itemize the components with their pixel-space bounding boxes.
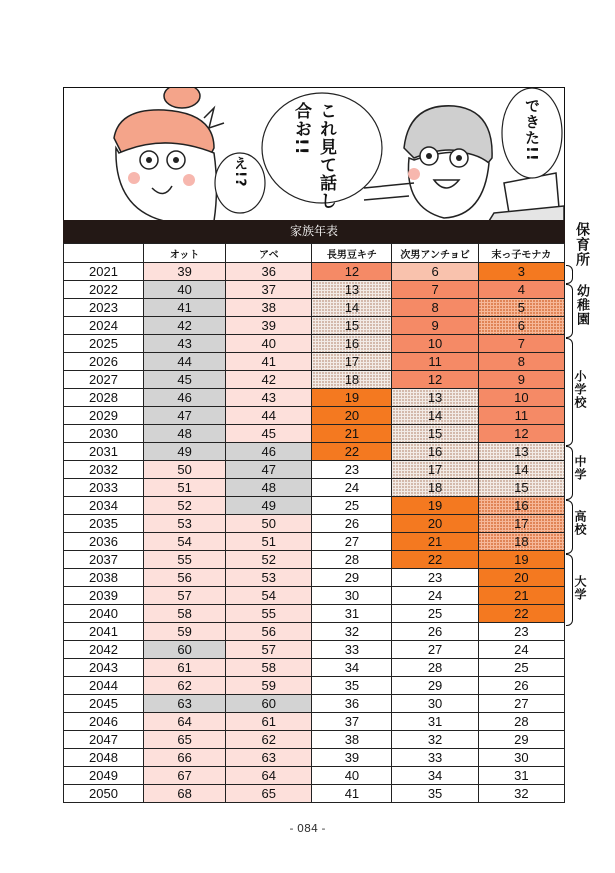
age-cell: 65 (226, 785, 312, 803)
table-row (64, 497, 565, 515)
age-cell: 24 (392, 587, 478, 605)
table-row (64, 551, 565, 569)
age-cell: 39 (312, 749, 392, 767)
age-cell: 59 (144, 623, 226, 641)
table-row (64, 713, 565, 731)
year-cell: 2048 (64, 749, 144, 767)
age-cell: 63 (144, 695, 226, 713)
age-cell: 32 (312, 623, 392, 641)
table-row (64, 317, 565, 335)
family-timeline-table (63, 243, 565, 803)
age-cell: 68 (144, 785, 226, 803)
table-title: 家族年表 (63, 220, 565, 243)
age-cell: 51 (226, 533, 312, 551)
year-cell: 2041 (64, 623, 144, 641)
age-cell: 26 (478, 677, 564, 695)
age-cell: 12 (312, 263, 392, 281)
age-cell: 56 (226, 623, 312, 641)
table-row (64, 479, 565, 497)
age-cell: 14 (478, 461, 564, 479)
column-header: 次男アンチョビ (392, 244, 478, 263)
age-cell: 28 (392, 659, 478, 677)
age-cell: 31 (392, 713, 478, 731)
age-cell: 33 (392, 749, 478, 767)
age-cell: 64 (226, 767, 312, 785)
year-cell: 2022 (64, 281, 144, 299)
man-character (364, 106, 492, 218)
table-row (64, 263, 565, 281)
age-cell: 44 (144, 353, 226, 371)
age-cell: 29 (478, 731, 564, 749)
bubble-right-text: できた!! (523, 98, 541, 162)
age-cell: 55 (226, 605, 312, 623)
age-cell: 9 (478, 371, 564, 389)
age-cell: 8 (478, 353, 564, 371)
age-cell: 52 (144, 497, 226, 515)
age-cell: 63 (226, 749, 312, 767)
year-cell: 2033 (64, 479, 144, 497)
column-header: アベ (226, 244, 312, 263)
age-cell: 37 (226, 281, 312, 299)
age-cell: 59 (226, 677, 312, 695)
age-cell: 27 (312, 533, 392, 551)
age-cell: 35 (392, 785, 478, 803)
age-cell: 45 (144, 371, 226, 389)
table-row (64, 731, 565, 749)
age-cell: 13 (392, 389, 478, 407)
age-cell: 20 (312, 407, 392, 425)
age-cell: 32 (478, 785, 564, 803)
age-cell: 18 (478, 533, 564, 551)
table-row (64, 749, 565, 767)
age-cell: 16 (312, 335, 392, 353)
age-cell: 40 (144, 281, 226, 299)
age-cell: 25 (392, 605, 478, 623)
age-cell: 28 (312, 551, 392, 569)
table-row (64, 767, 565, 785)
age-cell: 23 (392, 569, 478, 587)
age-cell: 35 (312, 677, 392, 695)
age-cell: 46 (226, 443, 312, 461)
age-cell: 58 (226, 659, 312, 677)
column-header (64, 244, 144, 263)
age-cell: 53 (226, 569, 312, 587)
year-cell: 2045 (64, 695, 144, 713)
age-cell: 47 (226, 461, 312, 479)
year-cell: 2039 (64, 587, 144, 605)
column-header: 長男豆キチ (312, 244, 392, 263)
age-cell: 34 (312, 659, 392, 677)
age-cell: 24 (478, 641, 564, 659)
age-cell: 21 (312, 425, 392, 443)
age-cell: 62 (226, 731, 312, 749)
age-cell: 7 (478, 335, 564, 353)
age-cell: 43 (144, 335, 226, 353)
age-cell: 9 (392, 317, 478, 335)
age-cell: 66 (144, 749, 226, 767)
age-cell: 19 (392, 497, 478, 515)
table-row (64, 605, 565, 623)
table-row (64, 515, 565, 533)
age-cell: 65 (144, 731, 226, 749)
age-cell: 34 (392, 767, 478, 785)
age-cell: 26 (392, 623, 478, 641)
age-cell: 25 (478, 659, 564, 677)
age-cell: 48 (144, 425, 226, 443)
age-cell: 5 (478, 299, 564, 317)
age-cell: 42 (226, 371, 312, 389)
age-cell: 41 (312, 785, 392, 803)
age-cell: 15 (392, 425, 478, 443)
age-cell: 52 (226, 551, 312, 569)
year-cell: 2046 (64, 713, 144, 731)
age-cell: 40 (312, 767, 392, 785)
table-row (64, 425, 565, 443)
table-row (64, 533, 565, 551)
table-row (64, 443, 565, 461)
age-cell: 44 (226, 407, 312, 425)
age-cell: 18 (392, 479, 478, 497)
age-cell: 18 (312, 371, 392, 389)
age-cell: 22 (312, 443, 392, 461)
age-cell: 4 (478, 281, 564, 299)
age-cell: 25 (312, 497, 392, 515)
age-cell: 43 (226, 389, 312, 407)
age-cell: 51 (144, 479, 226, 497)
age-cell: 31 (478, 767, 564, 785)
age-cell: 27 (478, 695, 564, 713)
table-row (64, 659, 565, 677)
age-cell: 54 (226, 587, 312, 605)
side-label-daigaku: 大学 (573, 575, 587, 601)
age-cell: 13 (312, 281, 392, 299)
age-cell: 62 (144, 677, 226, 695)
year-cell: 2034 (64, 497, 144, 515)
year-cell: 2042 (64, 641, 144, 659)
year-cell: 2049 (64, 767, 144, 785)
table-row (64, 281, 565, 299)
table-row (64, 641, 565, 659)
year-cell: 2036 (64, 533, 144, 551)
table-row (64, 695, 565, 713)
year-cell: 2031 (64, 443, 144, 461)
year-cell: 2050 (64, 785, 144, 803)
age-cell: 36 (226, 263, 312, 281)
brace-hoikusho (566, 265, 573, 284)
age-cell: 26 (312, 515, 392, 533)
age-cell: 6 (392, 263, 478, 281)
column-header: オット (144, 244, 226, 263)
page-number: - 084 - (289, 822, 326, 835)
age-cell: 6 (478, 317, 564, 335)
year-cell: 2027 (64, 371, 144, 389)
age-cell: 38 (312, 731, 392, 749)
side-label-chuugaku: 中学 (573, 455, 587, 481)
year-cell: 2021 (64, 263, 144, 281)
year-cell: 2030 (64, 425, 144, 443)
year-cell: 2026 (64, 353, 144, 371)
age-cell: 39 (226, 317, 312, 335)
age-cell: 64 (144, 713, 226, 731)
age-cell: 41 (226, 353, 312, 371)
age-cell: 10 (392, 335, 478, 353)
year-cell: 2023 (64, 299, 144, 317)
age-cell: 17 (478, 515, 564, 533)
comic-panel (63, 87, 565, 221)
age-cell: 28 (478, 713, 564, 731)
age-cell: 21 (478, 587, 564, 605)
woman-character (114, 88, 217, 221)
age-cell: 33 (312, 641, 392, 659)
table-row (64, 461, 565, 479)
bubble-left-text: え!? (232, 156, 248, 188)
age-cell: 40 (226, 335, 312, 353)
age-cell: 60 (226, 695, 312, 713)
age-cell: 30 (312, 587, 392, 605)
table-row (64, 335, 565, 353)
age-cell: 15 (478, 479, 564, 497)
table-row (64, 623, 565, 641)
age-cell: 50 (144, 461, 226, 479)
table-row (64, 785, 565, 803)
age-cell: 11 (392, 353, 478, 371)
header-row (64, 244, 565, 263)
table-row (64, 371, 565, 389)
age-cell: 11 (478, 407, 564, 425)
age-cell: 47 (144, 407, 226, 425)
year-cell: 2029 (64, 407, 144, 425)
age-cell: 8 (392, 299, 478, 317)
age-cell: 12 (392, 371, 478, 389)
year-cell: 2047 (64, 731, 144, 749)
year-cell: 2040 (64, 605, 144, 623)
age-cell: 29 (392, 677, 478, 695)
age-cell: 27 (392, 641, 478, 659)
table-row (64, 677, 565, 695)
age-cell: 36 (312, 695, 392, 713)
age-cell: 41 (144, 299, 226, 317)
year-cell: 2038 (64, 569, 144, 587)
age-cell: 14 (312, 299, 392, 317)
year-cell: 2044 (64, 677, 144, 695)
age-cell: 48 (226, 479, 312, 497)
age-cell: 30 (478, 749, 564, 767)
age-cell: 38 (226, 299, 312, 317)
age-cell: 39 (144, 263, 226, 281)
age-cell: 21 (392, 533, 478, 551)
age-cell: 53 (144, 515, 226, 533)
age-cell: 42 (144, 317, 226, 335)
year-cell: 2024 (64, 317, 144, 335)
age-cell: 16 (392, 443, 478, 461)
age-cell: 22 (478, 605, 564, 623)
age-cell: 22 (392, 551, 478, 569)
table-row (64, 569, 565, 587)
age-cell: 13 (478, 443, 564, 461)
column-header: 末っ子モナカ (478, 244, 564, 263)
age-cell: 23 (478, 623, 564, 641)
year-cell: 2025 (64, 335, 144, 353)
side-label-youchien: 幼稚園 (574, 284, 589, 326)
age-cell: 3 (478, 263, 564, 281)
age-cell: 12 (478, 425, 564, 443)
side-label-koukou: 高校 (573, 510, 587, 536)
age-cell: 56 (144, 569, 226, 587)
side-label-shougakkou: 小学校 (573, 370, 587, 409)
age-cell: 15 (312, 317, 392, 335)
age-cell: 19 (312, 389, 392, 407)
year-cell: 2037 (64, 551, 144, 569)
table-row (64, 353, 565, 371)
age-cell: 32 (392, 731, 478, 749)
age-cell: 10 (478, 389, 564, 407)
year-cell: 2032 (64, 461, 144, 479)
age-cell: 20 (392, 515, 478, 533)
table-row (64, 389, 565, 407)
age-cell: 60 (144, 641, 226, 659)
age-cell: 17 (312, 353, 392, 371)
age-cell: 20 (478, 569, 564, 587)
side-label-hoikusho: 保育所 (574, 222, 590, 267)
age-cell: 23 (312, 461, 392, 479)
age-cell: 45 (226, 425, 312, 443)
age-cell: 14 (392, 407, 478, 425)
age-cell: 57 (144, 587, 226, 605)
age-cell: 46 (144, 389, 226, 407)
age-cell: 24 (312, 479, 392, 497)
age-cell: 61 (226, 713, 312, 731)
age-cell: 19 (478, 551, 564, 569)
year-cell: 2035 (64, 515, 144, 533)
age-cell: 49 (144, 443, 226, 461)
age-cell: 67 (144, 767, 226, 785)
age-cell: 49 (226, 497, 312, 515)
age-cell: 61 (144, 659, 226, 677)
table-row (64, 407, 565, 425)
age-cell: 50 (226, 515, 312, 533)
age-cell: 55 (144, 551, 226, 569)
laptop-icon (489, 173, 564, 221)
age-cell: 58 (144, 605, 226, 623)
age-cell: 37 (312, 713, 392, 731)
year-cell: 2028 (64, 389, 144, 407)
table-row (64, 587, 565, 605)
age-cell: 16 (478, 497, 564, 515)
table-row (64, 299, 565, 317)
age-cell: 7 (392, 281, 478, 299)
age-cell: 54 (144, 533, 226, 551)
age-cell: 31 (312, 605, 392, 623)
bubble-center-text: これ見て話し合お!! (291, 102, 336, 210)
year-cell: 2043 (64, 659, 144, 677)
age-cell: 57 (226, 641, 312, 659)
age-cell: 17 (392, 461, 478, 479)
age-cell: 30 (392, 695, 478, 713)
age-cell: 29 (312, 569, 392, 587)
